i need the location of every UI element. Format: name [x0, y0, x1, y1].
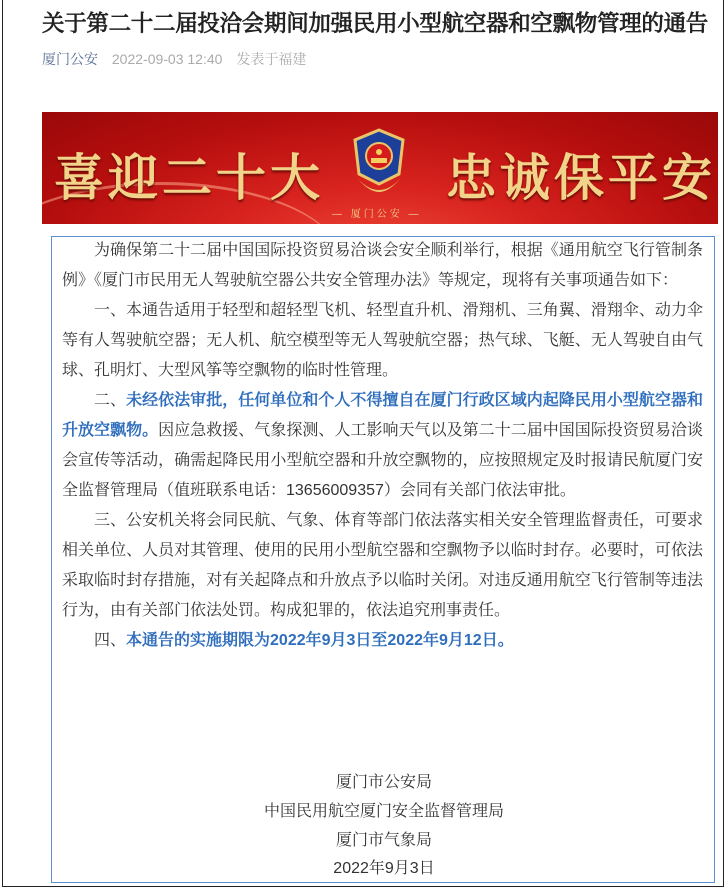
publish-location: 发表于福建 — [236, 51, 307, 67]
banner-slogan-left: 喜迎二十大 — [54, 150, 324, 206]
article-title: 关于第二十二届投洽会期间加强民用小型航空器和空飘物管理的通告 — [42, 11, 709, 36]
banner-image — [42, 112, 718, 224]
banner-subtitle: — 厦门公安 — — [332, 209, 422, 220]
item-2-prefix: 二、 — [94, 392, 127, 409]
item-4-prefix: 四、 — [94, 632, 127, 649]
notice-item-3: 三、公安机关将会同民航、气象、体育等部门依法落实相关安全管理监督责任，可要求相关单位、人员对其管理、使用的民用小型航空器和空飘物予以临时封存。必要时，可依法采取临时封存措施，对有关起降点和升放点予以临时关闭。对违反通用航空飞行管制等违法行为，由有关部门依法处罚。构成犯罪的，依法追究刑事责任。 — [62, 512, 703, 619]
item-2-rest: 因应急救援、气象探测、人工影响天气以及第二十二届中国国际投资贸易洽谈会宣传等活动，确需起降民用小型航空器和升放空飘物的，应按照规定及时报请民航厦门安全监督管理局（值班联系电话：13656009357）会同有关部门依法审批。 — [62, 422, 703, 499]
notice-item-4 — [62, 626, 703, 656]
banner-slogan-right: 忠诚保平安 — [446, 150, 716, 206]
signatory-1: 厦门市公安局 — [335, 774, 432, 791]
signatory-2: 中国民用航空厦门安全监督管理局 — [263, 803, 504, 820]
item-2-highlight: 未经依法审批，任何单位和个人不得擅自在厦门行政区域内起降民用小型航空器和升放空飘物。 — [62, 392, 703, 439]
notice-intro: 为确保第二十二届中国国际投资贸易洽谈会安全顺利举行，根据《通用航空飞行管制条例》《厦门市民用无人驾驶航空器公共安全管理办法》等规定，现将有关事项通告如下： — [62, 242, 703, 289]
notice-item-1: 一、本通告适用于轻型和超轻型飞机、轻型直升机、滑翔机、三角翼、滑翔伞、动力伞等有人驾驶航空器；无人机、航空模型等无人驾驶航空器；热气球、飞艇、无人驾驶自由气球、孔明灯、大型风筝等空飘物的临时性管理。 — [62, 302, 703, 379]
source-link[interactable]: 厦门公安 — [42, 51, 98, 67]
notice-box — [51, 236, 715, 883]
notice-date: 2022年9月3日 — [333, 860, 435, 877]
signatory-3: 厦门市气象局 — [335, 832, 432, 849]
article-meta — [42, 49, 306, 69]
item-4-highlight: 本通告的实施期限为2022年9月3日至2022年9月12日。 — [126, 632, 514, 649]
notice-body — [62, 236, 703, 656]
publish-time: 2022-09-03 12:40 — [111, 51, 223, 67]
police-emblem-icon — [349, 128, 409, 200]
notice-item-2 — [62, 386, 703, 506]
